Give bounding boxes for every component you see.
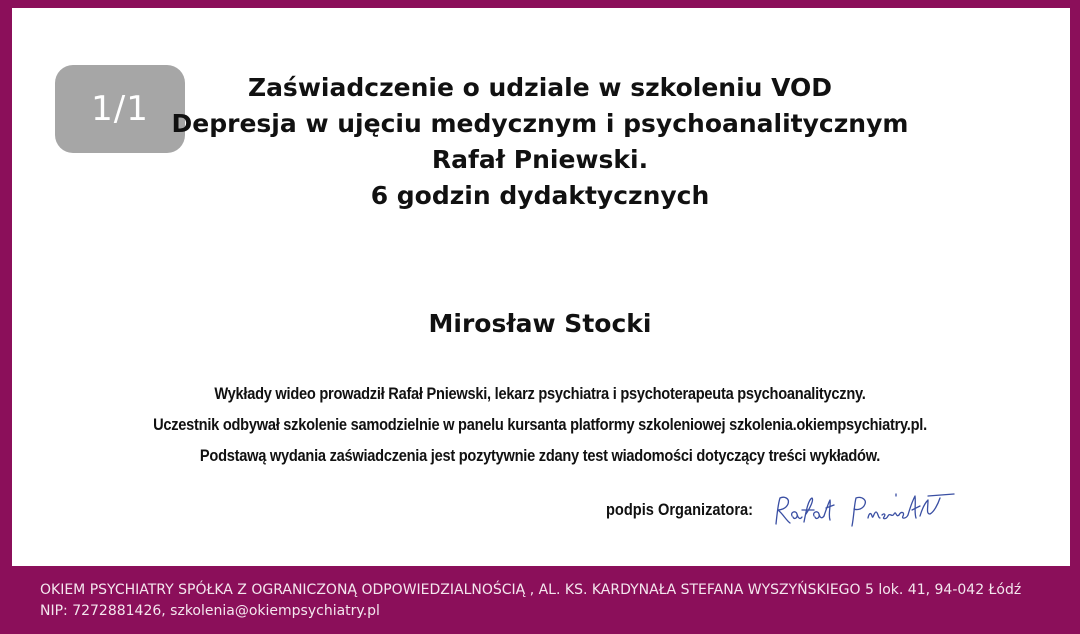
title-line-course: Depresja w ujęciu medycznym i psychoanalitycznym xyxy=(171,109,909,138)
body-line-platform-info: Uczestnik odbywał szkolenie samodzielnie w panelu kursanta platformy szkoleniowej szkolenia.okiempsychiatry.pl. xyxy=(153,415,927,434)
title-line-lecturer: Rafał Pniewski. xyxy=(431,145,649,174)
signature-label: podpis Organizatora: xyxy=(606,500,754,519)
footer-tax-email: NIP: 7272881426, szkolenia@okiempsychiatry.pl xyxy=(40,603,380,619)
title-line-hours: 6 godzin dydaktycznych xyxy=(370,181,710,210)
page-indicator-text: 1/1 xyxy=(91,89,149,129)
footer-company-address: OKIEM PSYCHIATRY SPÓŁKA Z OGRANICZONĄ ODPOWIEDZIALNOŚCIĄ , AL. KS. KARDYNAŁA STEFANA WYSZYŃSKIEGO 5 lok. 41, 94-042 Łódź xyxy=(40,582,1022,598)
certificate-title xyxy=(140,70,940,214)
participant-name: Mirosław Stocki xyxy=(428,309,652,338)
signature-row xyxy=(600,488,980,538)
certificate-body xyxy=(60,378,1020,471)
body-line-basis-info: Podstawą wydania zaświadczenia jest pozytywnie zdany test wiadomości dotyczący treści wykładów. xyxy=(199,446,881,465)
title-line-heading: Zaświadczenie o udziale w szkoleniu VOD xyxy=(247,73,833,102)
company-footer xyxy=(40,580,1070,622)
handwritten-signature xyxy=(768,488,968,536)
body-line-lecturer-info: Wykłady wideo prowadził Rafał Pniewski, lekarz psychiatra i psychoterapeuta psychoanalityczny. xyxy=(214,384,866,403)
